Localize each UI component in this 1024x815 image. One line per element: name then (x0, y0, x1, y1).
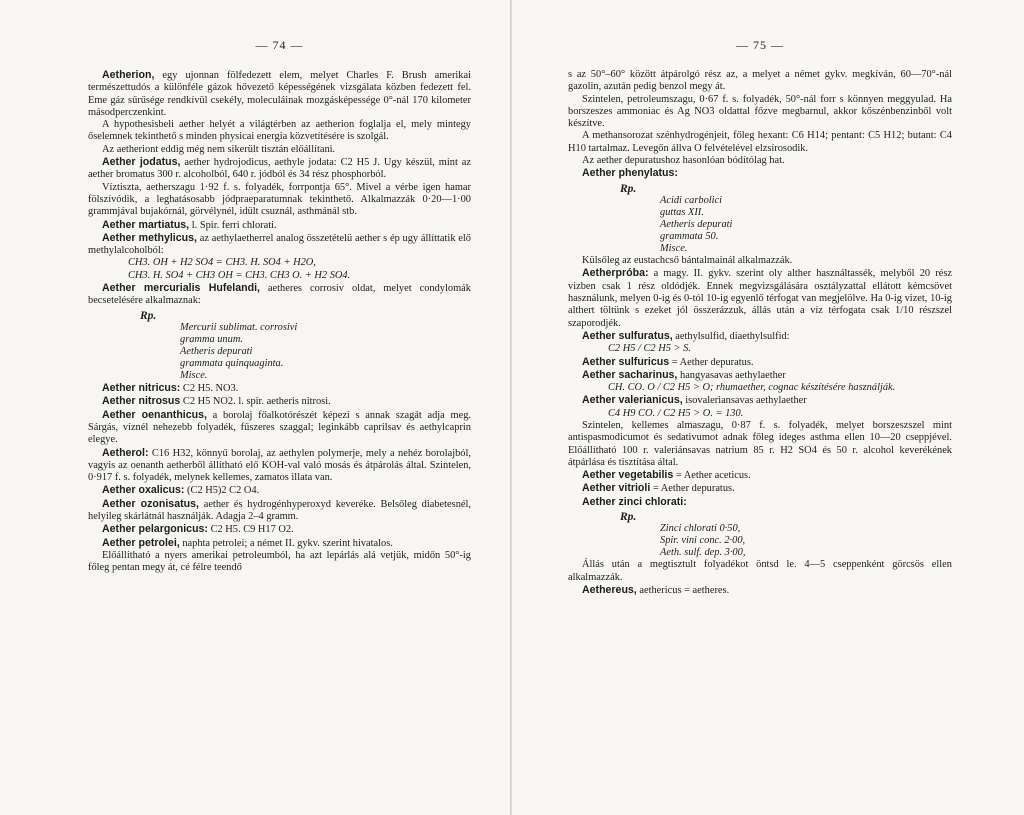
page-number-left: — 74 — (255, 38, 304, 52)
entry-text: C2 H5. C9 H17 O2. (210, 524, 294, 536)
headword: Aether oenanthicus, (102, 408, 207, 421)
headword: Aether nitrosus (102, 395, 181, 408)
entry-petrolei (88, 537, 471, 550)
entry-text: isovaleriansavas aethylaether (685, 395, 807, 407)
entry-methylicus (88, 232, 471, 258)
headword: Aether zinci chlorati: (582, 495, 687, 508)
recipe-line: gramma unum. (180, 333, 243, 345)
entry-oenanthicus (88, 409, 471, 447)
entry-jodatus (88, 156, 471, 182)
entry-aetherproba (568, 267, 952, 329)
headword: Aether valerianicus, (582, 394, 683, 407)
chemical-formula: CH3. H. SO4 + CH3 OH = CH3. CH3 O. + H2 SO4. (128, 269, 351, 281)
entry-text: C2 H5. NO3. (182, 383, 239, 395)
recipe-line: Zinci chlorati 0·50, (660, 523, 741, 535)
entry-text: a magy. II. gykv. szerint oly alther használtassék, melyből 20 rész vizben csak 1 rész oldódjék. Ennek megvizsgálására osztályzattal ellátott kémcsövet használunk, melyen 0-ig és 0-tól 10-ig egyenlő térfogat van megjelölve. Ha 0-ig vizet, 10-ig althert töltünk s ezeket jól összerázzuk, állás után a víz térfogata csak 1/10 részszel szaporodjék. (568, 268, 952, 329)
right-page (512, 0, 1024, 815)
entry-phenylatus (568, 167, 952, 180)
headword: Aether mercurialis Hufelandi, (102, 282, 260, 295)
recipe-line: grammata quinquaginta. (180, 357, 284, 369)
headword: Aetherol: (102, 446, 149, 459)
recipe-line: Aetheris depurati (180, 345, 253, 357)
paragraph: Előállítható a nyers amerikai petroleumból, ha azt lepárlás alá vetjük, midőn 50°-ig főleg pentan megy át, cé félre teendő (88, 549, 471, 574)
headword: Aetherpróba: (582, 267, 649, 280)
headword: Aether phenylatus: (582, 167, 678, 180)
entry-sulfuricus (568, 356, 952, 369)
paragraph: Állás után a megtisztult folyadékot öntsd le. 4—5 cseppenként görcsös ellen alkalmazzák. (568, 559, 952, 583)
recipe-mark: Rp. (620, 182, 637, 195)
entry-aetherion (88, 69, 471, 119)
headword: Aether sacharinus, (582, 368, 678, 381)
recipe-mark: Rp. (620, 511, 637, 524)
entry-vegetabilis (568, 469, 952, 482)
entry-mercurialis (88, 282, 471, 308)
headword: Aether martiatus, (102, 218, 190, 231)
chemical-formula: C2 H5 / C2 H5 > S. (608, 343, 691, 355)
headword: Aether pelargonicus: (102, 523, 208, 536)
headword: Aether petrolei, (102, 536, 180, 549)
headword: Aether jodatus, (102, 156, 181, 169)
recipe-line: Mercurii sublimat. corrosivi (180, 321, 298, 333)
entry-zinci (568, 496, 952, 509)
recipe-line: Spir. vini conc. 2·00, (660, 535, 746, 547)
paragraph: Szintelen, petroleumszagu, 0·67 f. s. folyadék, 50°-nál forr s könnyen meggyulad. Ha borszeszes ammoniac és Ag NO3 oldattal főzve megbarnul, akkor kőszénbenzinből volt készítve. (568, 93, 952, 130)
recipe-line: Acidi carbolici (660, 194, 723, 206)
headword: Aetherion, (102, 69, 155, 81)
headword: Aether nitricus: (102, 382, 181, 395)
recipe-line: grammata 50. (660, 230, 719, 242)
headword: Aether oxalicus: (102, 484, 185, 497)
paragraph: s az 50°–60° között átpárolgó rész az, a melyet a német gykv. megkíván, 60—70°-nál gazolin, azután pedig benzol megy át. (568, 69, 952, 93)
entry-text: (C2 H5)2 C2 O4. (187, 485, 260, 497)
recipe-line: Misce. (660, 243, 688, 255)
entry-text: = Aether depuratus. (652, 483, 735, 495)
entry-sacharinus (568, 369, 952, 382)
entry-text: aether hydrojodicus, aethyle jodata: C2 H5 J. Ugy készül, mint az aether bromatus 300 r. alcoholból, 640 r. jódból és 34 rész phosphorból. (88, 157, 471, 181)
paragraph: Az aetheriont eddig még nem sikerült tisztán előállítani. (102, 143, 336, 155)
paragraph: A methansorozat szénhydrogénjeit, főleg hexant: C6 H14; pentant: C5 H12; butant: C4 H10 tartalmaz. Levegőn állva O felvételével elzsírosodik. (568, 130, 952, 154)
chemical-formula: CH. CO. O / C2 H5 > O; rhumaether, cognac készítésére használják. (608, 382, 896, 394)
entry-text: az aethylaetherrel analog összetételü aether s ép ugy állíttatik elő methylalcoholból: (88, 232, 471, 257)
entry-valerianicus (568, 394, 952, 407)
entry-text: aether és hydrogénhyperoxyd keveréke. Belsőleg diabetesnél, helyileg skárlátnál használják. Adagja 2–4 gramm. (88, 498, 471, 523)
recipe-line: guttas XII. (660, 206, 704, 218)
entry-text: aetheres corrosiv oldat, melyet condylomák becsetelésére alkalmaznak: (88, 283, 471, 307)
headword: Aether sulfuratus, (582, 329, 673, 342)
recipe-mark: Rp. (140, 309, 157, 322)
recipe-line: Aeth. sulf. dep. 3·00, (660, 547, 746, 559)
chemical-formula: C4 H9 CO. / C2 H5 > O. = 130. (608, 407, 744, 419)
entry-text: C16 H32, könnyű borolaj, az aethylen polymerje, mely a nehéz borolajból, vagyis az oenanth aetherből állítható elő KOH-val való mosás és átpárolás által. Szintelen, 0·917 f. s. folyadék, melynek kellemes, zamatos illata van. (88, 447, 471, 484)
recipe-line: Aetheris depurati (660, 218, 733, 230)
paragraph: Szintelen, kellemes almaszagu, 0·87 f. s. folyadék, melyet borszeszszel mint antispasmodicumot és sedativumot adnak főleg ideges asthma ellen 10—20 cseppjével. Előállítható 100 r. valeriánsavas natrium 85 r. H2 SO4 és 50 r. alcohol keverékének átpárlása és tisztítása által. (568, 420, 952, 468)
chemical-formula: CH3. OH + H2 SO4 = CH3. H. SO4 + H2O, (128, 257, 316, 269)
entry-text: C2 H5 NO2. l. spir. aetheris nitrosi. (182, 396, 331, 408)
entry-ozonisatus (88, 498, 471, 524)
entry-text: egy ujonnan fölfedezett elem, melyet Charles F. Brush amerikai természettudós a különféle gázok hővezető képességének vizsgálata közben fedezett fel. Eme gáz sűrűsége rendkívül csekély, moleculáinak mozgásképessége 0°-nál 170 kilometer másodperczenkint. (88, 70, 471, 118)
headword: Aether ozonisatus, (102, 497, 199, 510)
headword: Aether vitrioli (582, 482, 651, 495)
entry-sulfuratus (568, 330, 952, 343)
headword: Aether vegetabilis (582, 469, 674, 482)
entry-martiatus (88, 219, 471, 232)
paragraph: Külsőleg az eustachcső bántalmainál alkalmazzák. (582, 255, 793, 267)
entry-nitrosus (88, 395, 471, 408)
entry-pelargonicus (88, 523, 471, 536)
entry-aetherol (88, 447, 471, 485)
entry-oxalicus (88, 484, 471, 497)
headword: Aethereus, (582, 583, 637, 596)
page-number-right: — 75 — (736, 38, 784, 52)
entry-text: a borolaj főalkotórészét képezi s annak szagát adja meg. Sárgás, víznél nehezebb folyadék, fűszeres szaggal; leginkább caprilsav és aethylcaprin elegye. (88, 409, 471, 446)
paragraph: A hypothesisbeli aether helyét a világtérben az aetherion foglalja el, mely mintegy őselemnek tekinthető s minden physicai energia közvetítésére is szolgál. (88, 119, 471, 143)
entry-text: aethericus = aetheres. (639, 584, 730, 596)
paragraph: Az aether depuratushoz hasonlóan bódítólag hat. (582, 155, 785, 167)
entry-text: = Aether aceticus. (675, 470, 751, 482)
entry-text: hangyasavas aethylaether (680, 369, 786, 381)
entry-vitrioli (568, 482, 952, 495)
entry-text: l. Spir. ferri chlorati. (191, 219, 277, 231)
headword: Aether sulfuricus (582, 355, 670, 368)
entry-text: naphta petrolei; a német II. gykv. szerint hivatalos. (182, 537, 393, 549)
entry-text: = Aether depuratus. (671, 356, 754, 368)
headword: Aether methylicus, (102, 231, 197, 244)
entry-nitricus (88, 382, 471, 395)
paragraph: Víztiszta, aetherszagu 1·92 f. s. folyadék, forrpontja 65°. Mivel a vérbe igen hamar fölszívódik, a leghatásosabb jódpraeparatumnak tekinthető. Alkalmazzák 0·20—1·00 grammjával bujakórnál, görvélynél, idült csuznál, asthmánál stb. (88, 181, 471, 218)
entry-text: aethylsulfid, diaethylsulfid: (675, 330, 790, 342)
entry-aethereus (568, 584, 952, 597)
recipe-line: Misce. (180, 370, 208, 382)
